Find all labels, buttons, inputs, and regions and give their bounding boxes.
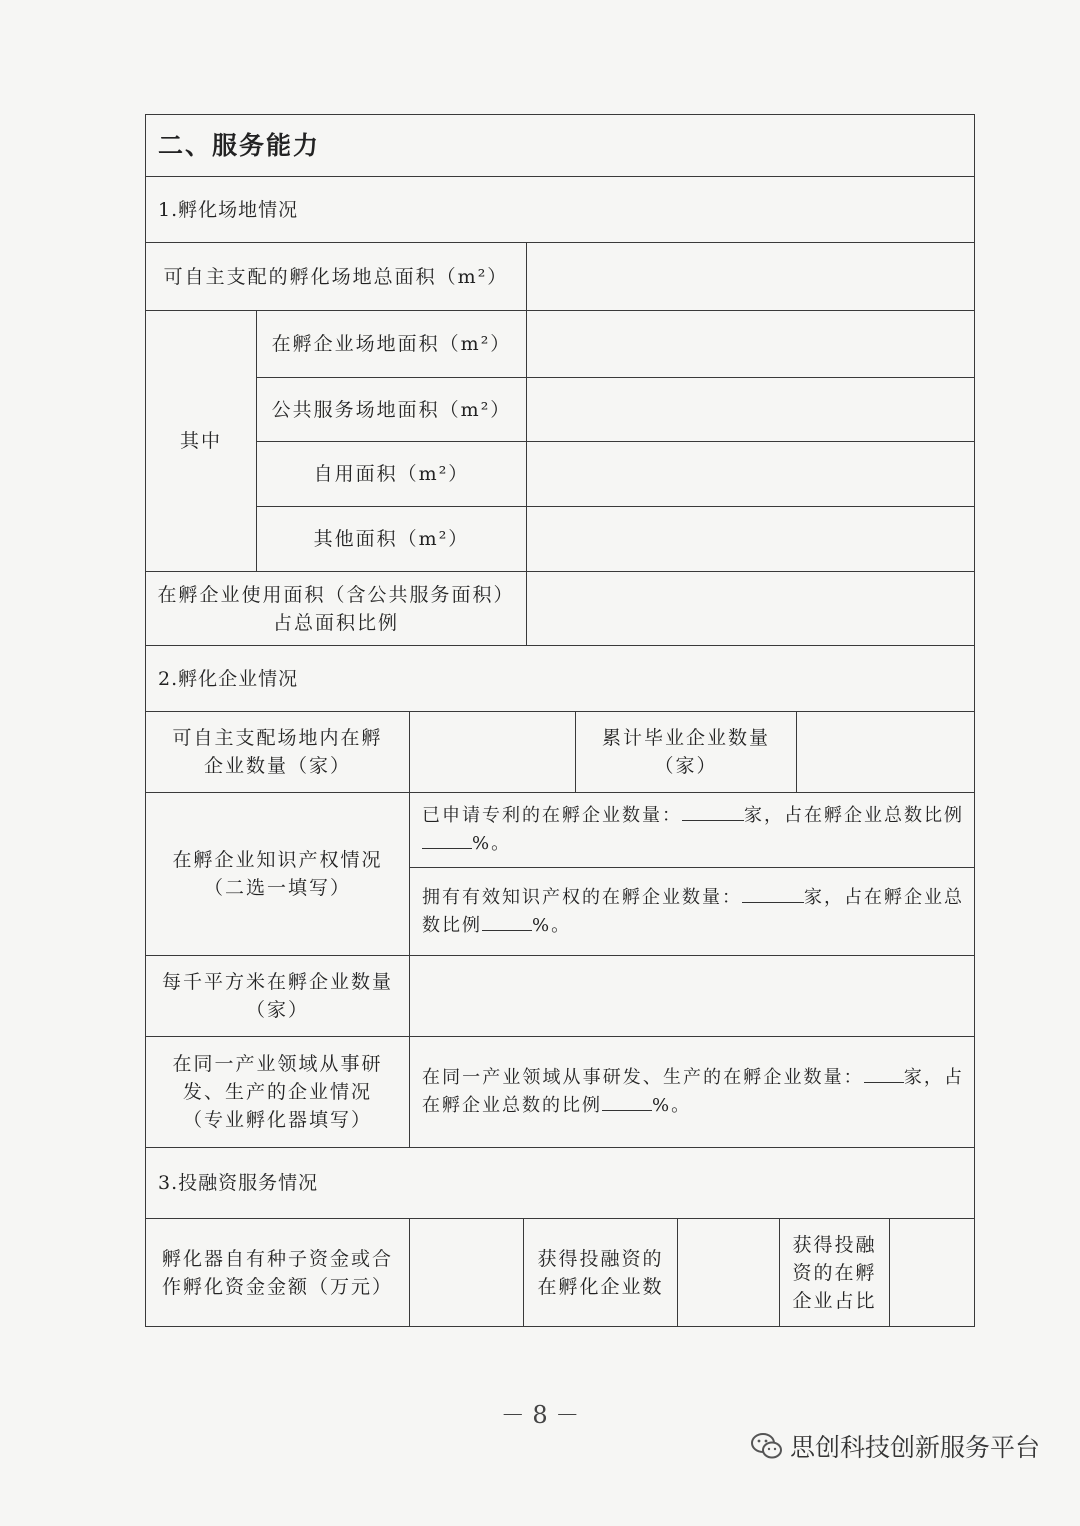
- ip-option2-middle: 家，占在孵企业总数比例: [422, 886, 964, 936]
- usage-ratio-label-line1: 在孵企业使用面积（含公共服务面积）: [157, 583, 515, 606]
- ip-option1-suffix: %。: [472, 833, 512, 854]
- financed-count-value[interactable]: [678, 1219, 779, 1326]
- self-use-area-value[interactable]: [527, 442, 974, 506]
- incubating-area-label: 在孵企业场地面积（m²）: [271, 333, 512, 355]
- usage-ratio-value[interactable]: [527, 572, 974, 645]
- ip-option-patent: [410, 793, 974, 867]
- incubating-area-value[interactable]: [527, 311, 974, 377]
- valid-ip-count-blank[interactable]: [742, 884, 804, 903]
- seed-fund-value[interactable]: [410, 1219, 523, 1326]
- same-field-count-blank[interactable]: [864, 1064, 904, 1083]
- same-field-prefix: 在同一产业领域从事研发、生产的在孵企业数量：: [422, 1067, 864, 1088]
- page-number: － 8 －: [500, 1401, 580, 1429]
- usage-ratio-label-line2: 占总面积比例: [272, 611, 399, 634]
- patent-ratio-blank[interactable]: [422, 830, 472, 849]
- section-title: 二、服务能力: [158, 130, 321, 160]
- enterprise-count-value[interactable]: [410, 712, 575, 792]
- same-field-ratio-blank[interactable]: [602, 1092, 652, 1111]
- same-field-middle: 家，占在孵企业总数的比例: [422, 1067, 965, 1116]
- total-area-value[interactable]: [527, 243, 974, 310]
- subsection-heading-enterprises: 2.孵化企业情况: [158, 667, 299, 690]
- public-service-area-label: 公共服务场地面积（m²）: [271, 398, 512, 421]
- subsection-heading-financing: 3.投融资服务情况: [158, 1172, 319, 1194]
- ip-option-valid-ip: [410, 868, 974, 955]
- seed-fund-label: 孵化器自有种子资金或合 作孵化资金金额（万元）: [161, 1247, 393, 1298]
- ip-option2-prefix: 拥有有效知识产权的在孵企业数量：: [422, 886, 742, 908]
- financed-ratio-value[interactable]: [890, 1219, 974, 1326]
- among-label: 其中: [179, 430, 222, 452]
- watermark-text: 思创科技创新服务平台: [789, 1433, 1040, 1462]
- graduated-count-value[interactable]: [797, 712, 974, 792]
- same-field-label: 在同一产业领域从事研 发、生产的企业情况 （专业孵化器填写）: [172, 1053, 383, 1131]
- financed-count-label: 获得投融资的 在孵化企业数: [537, 1247, 664, 1298]
- watermark: [750, 1428, 1040, 1464]
- table-border-right: [974, 114, 975, 1326]
- density-value[interactable]: [410, 956, 974, 1036]
- table-border-bottom: [145, 1326, 975, 1327]
- subsection-heading-site: 1.孵化场地情况: [158, 198, 299, 221]
- ip-option2-suffix: %。: [532, 914, 572, 936]
- enterprise-count-label: 可自主支配场地内在孵 企业数量（家）: [172, 727, 383, 777]
- other-area-value[interactable]: [527, 507, 974, 571]
- same-field-description: [410, 1037, 974, 1147]
- same-field-suffix: %。: [652, 1095, 692, 1116]
- other-area-label: 其他面积（m²）: [313, 528, 470, 550]
- public-service-area-value[interactable]: [527, 378, 974, 441]
- density-label: 每千平方米在孵企业数量 （家）: [161, 971, 393, 1021]
- total-area-label: 可自主支配的孵化场地总面积（m²）: [163, 265, 509, 288]
- self-use-area-label: 自用面积（m²）: [313, 463, 470, 485]
- valid-ip-ratio-blank[interactable]: [482, 912, 532, 931]
- wechat-icon: [750, 1431, 784, 1461]
- ip-status-label: 在孵企业知识产权情况 （二选一填写）: [172, 849, 383, 899]
- ip-option1-prefix: 已申请专利的在孵企业数量：: [422, 805, 682, 826]
- financed-ratio-label: 获得投融 资的在孵 企业占比: [792, 1233, 877, 1312]
- graduated-count-label: 累计毕业企业数量 （家）: [601, 727, 770, 777]
- ip-option1-middle: 家，占在孵企业总数比例: [744, 805, 964, 826]
- usage-ratio-label: [146, 572, 526, 645]
- patent-count-blank[interactable]: [682, 802, 744, 821]
